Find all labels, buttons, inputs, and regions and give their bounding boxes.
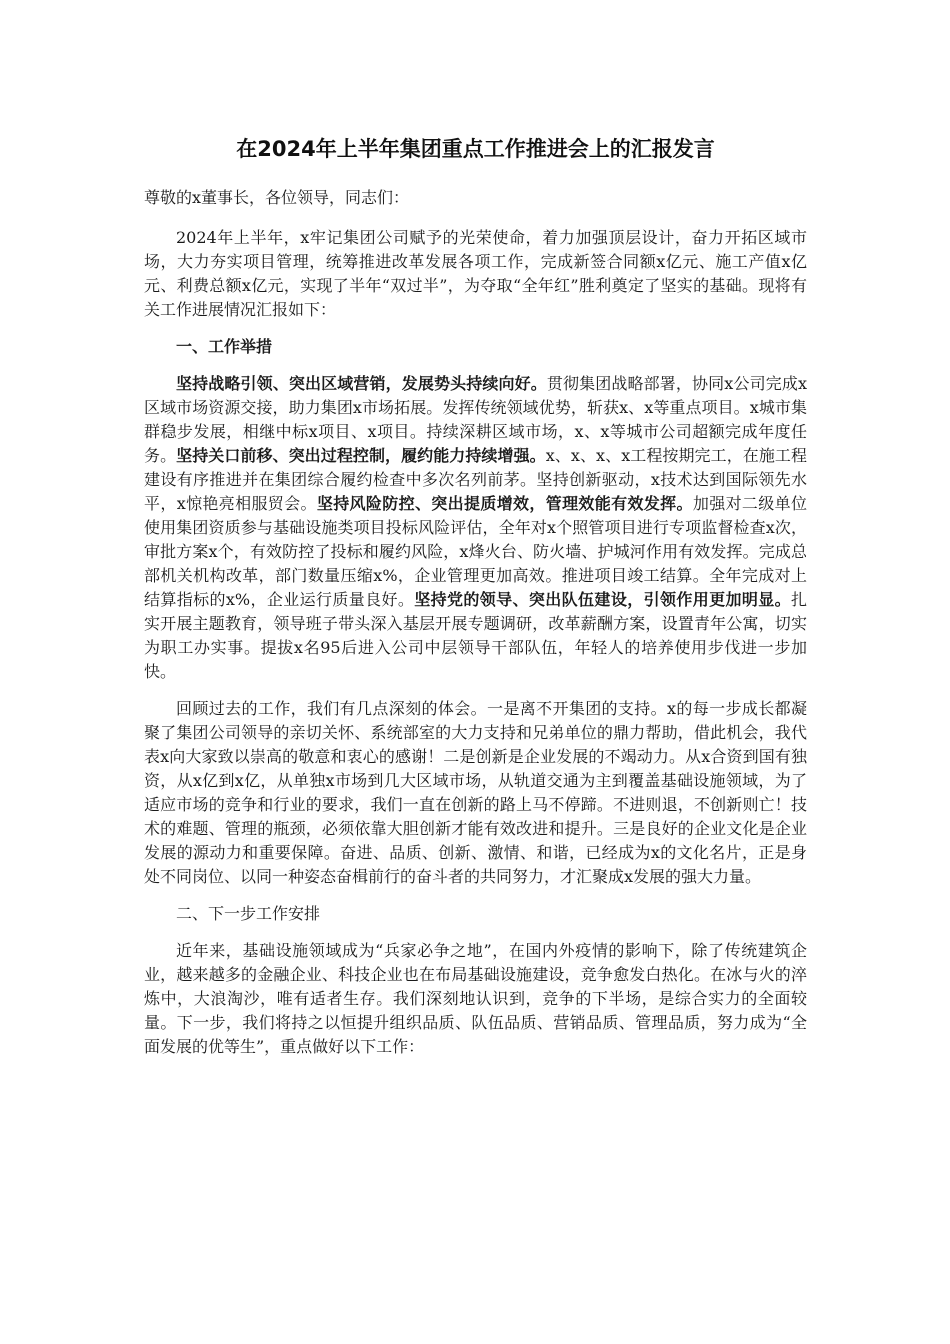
section-2-paragraph: 近年来，基础设施领域成为“兵家必争之地”，在国内外疫情的影响下，除了传统建筑企业，越来越多的金融企业、科技企业也在布局基础设施建设，竞争愈发白热化。在冰与火的淬炼中，大浪淘沙，唯有适者生存。我们深刻地认识到，竞争的下半场，是综合实力的全面较量。下一步，我们将持之以恒提升组织品质、队伍品质、营销品质、管理品质，努力成为“全面发展的优等生”，重点做好以下工作： <box>144 941 807 1056</box>
section-1-paragraph <box>144 372 807 684</box>
text-process-control: x、x、x、x工程按期完工，在施工程建设有序推进并在集团综合履约检查中多次名列前茅。坚持创新驱动，x技术达到国际领先水平，x惊艳亮相服贸会。 <box>144 446 807 513</box>
text-party-leadership: 扎实开展主题教育，领导班子带头深入基层开展专题调研，改革薪酬方案，设置青年公寓，切实为职工办实事。提拔x名95后进入公司中层领导干部队伍，年轻人的培养使用步伐进一步加快。 <box>144 590 807 681</box>
document-page <box>144 134 807 1072</box>
review-paragraph: 回顾过去的工作，我们有几点深刻的体会。一是离不开集团的支持。x的每一步成长都凝聚了集团公司领导的亲切关怀、系统部室的大力支持和兄弟单位的鼎力帮助，借此机会，我代表x向大家致以崇高的敬意和衷心的感谢！二是创新是企业发展的不竭动力。从x合资到国有独资，从x亿到x亿，从单独x市场到几大区域市场，从轨道交通为主到覆盖基础设施领域，为了适应市场的竞争和行业的要求，我们一直在创新的路上马不停蹄。不进则退，不创新则亡！技术的难题、管理的瓶颈，必须依靠大胆创新才能有效改进和提升。三是良好的企业文化是企业发展的源动力和重要保障。奋进、品质、创新、激情、和谐，已经成为x的文化名片，正是身处不同岗位、以同一种姿态奋楫前行的奋斗者的共同努力，才汇聚成x发展的强大力量。 <box>144 699 807 886</box>
lead-strategy: 坚持战略引领、突出区域营销，发展势头持续向好。 <box>176 374 547 393</box>
document-title: 在2024年上半年集团重点工作推进会上的汇报发言 <box>236 137 715 161</box>
lead-process-control: 坚持关口前移、突出过程控制，履约能力持续增强。 <box>176 446 546 465</box>
section-1-heading: 一、工作举措 <box>176 337 273 356</box>
lead-party-leadership: 坚持党的领导、突出队伍建设，引领作用更加明显。 <box>414 590 791 609</box>
salutation: 尊敬的x董事长，各位领导，同志们： <box>144 188 410 207</box>
text-risk-control: 加强对二级单位使用集团资质参与基础设施类项目投标风险评估，全年对x个照管项目进行专项监督检查x次，审批方案x个，有效防控了投标和履约风险，x烽火台、防火墙、护城河作用有效发挥。完成总部机关机构改革，部门数量压缩x%，企业管理更加高效。推进项目竣工结算。全年完成对上结算指标的x%，企业运行质量良好。 <box>144 494 807 609</box>
section-2-heading: 二、下一步工作安排 <box>176 904 321 923</box>
text-strategy: 贯彻集团战略部署，协同x公司完成x区域市场资源交接，助力集团x市场拓展。发挥传统领域优势，斩获x、x等重点项目。x城市集群稳步发展，相继中标x项目、x项目。持续深耕区域市场，x、x等城市公司超额完成年度任务。 <box>144 374 807 465</box>
lead-risk-control: 坚持风险防控、突出提质增效，管理效能有效发挥。 <box>316 494 693 513</box>
intro-paragraph: 2024年上半年，x牢记集团公司赋予的光荣使命，着力加强顶层设计，奋力开拓区域市场，大力夯实项目管理，统筹推进改革发展各项工作，完成新签合同额x亿元、施工产值x亿元、利费总额x亿元，实现了半年“双过半”，为夺取“全年红”胜利奠定了坚实的基础。现将有关工作进展情况汇报如下： <box>144 228 807 319</box>
